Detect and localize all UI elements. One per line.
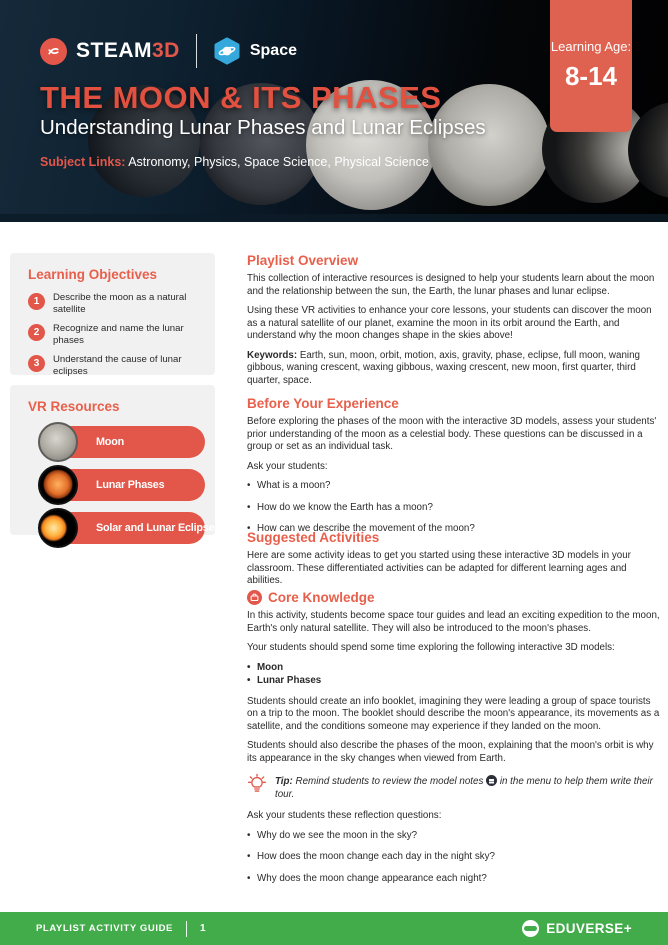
section-playlist-overview (247, 253, 660, 394)
objective-item (28, 354, 205, 378)
paragraph: Ask your students these reflection questions: (247, 810, 442, 822)
tip-text: Tip: Remind students to review the model notes in the menu to help them write their tour. (275, 776, 653, 801)
paragraph: Your students should spend some time exploring the following interactive 3D models: (247, 642, 615, 654)
objective-item (28, 292, 205, 316)
reflection-bullet: • Why do we see the moon in the sky? (247, 830, 660, 843)
hero-banner (0, 0, 668, 222)
page-subtitle: Understanding Lunar Phases and Lunar Eclipses (40, 116, 486, 139)
objective-item (28, 323, 205, 347)
question-bullet: • What is a moon? (247, 480, 660, 493)
core-knowledge-icon (247, 590, 262, 605)
keywords-paragraph: Keywords: Earth, sun, moon, orbit, motion, axis, gravity, phase, eclipse, full moon, waning gibbous, waning crescent, waxing gibbous, waxing crescent, new moon, first quarter, third quarter, space. (247, 349, 640, 386)
vr-resource-label: Moon (96, 436, 124, 448)
question-bullet: • How can we describe the movement of the moon? (247, 523, 660, 536)
objective-number-badge: 2 (28, 324, 45, 341)
reflection-bullet: • Why does the moon change appearance each night? (247, 873, 660, 886)
paragraph: This collection of interactive resources is designed to help your students learn about the moon and the relationship between the sun, the Earth, the lunar phases and lunar eclipse. (247, 273, 655, 297)
eclipses-thumbnail-icon (38, 508, 78, 548)
objective-text: Recognize and name the lunar phases (53, 322, 184, 346)
brand-wordmark: STEAM3D (76, 39, 180, 62)
paragraph: Here are some activity ideas to get you started using these interactive 3D models in your classroom. These differentiated activities can be adapted for different learning ages and abilities. (247, 550, 631, 587)
moon-thumbnail-icon (38, 422, 78, 462)
section-title: Core Knowledge (268, 590, 375, 605)
moon-phase-image-4 (428, 84, 550, 206)
footer-divider (186, 921, 187, 937)
steam3d-logo-icon (40, 38, 67, 65)
vr-resource-label: Solar and Lunar Eclipses (96, 522, 221, 534)
objective-text: Describe the moon as a natural satellite (53, 292, 187, 315)
vr-resource-eclipses[interactable] (38, 510, 221, 546)
page-number: 1 (199, 923, 206, 934)
footer-bar (0, 912, 668, 945)
brand-divider (196, 34, 197, 68)
lunar-phases-thumbnail-icon (38, 465, 78, 505)
vr-resource-lunar-phases[interactable] (38, 467, 205, 503)
footer-brand (522, 920, 632, 937)
tip-callout (247, 775, 660, 802)
section-core-knowledge (247, 590, 660, 894)
learning-objectives-panel (10, 253, 215, 375)
brand-row (40, 34, 297, 68)
lightbulb-icon (247, 773, 269, 802)
section-title: Suggested Activities (247, 530, 380, 545)
space-category-icon (213, 37, 241, 65)
footer-guide-label: PLAYLIST ACTIVITY GUIDE (36, 923, 173, 934)
paragraph: In this activity, students become space tour guides and lead an exciting expedition to the moon, Earth's only natural satellite. They will also be introduced to the moon's phases. (247, 610, 660, 634)
paragraph: Ask your students: (247, 460, 328, 472)
section-before-your-experience (247, 396, 660, 545)
learning-age-badge (550, 0, 632, 132)
page-title: THE MOON & ITS PHASES (40, 80, 442, 115)
question-bullet: • How do we know the Earth has a moon? (247, 502, 660, 515)
core-knowledge-heading (247, 590, 660, 605)
model-notes-icon (486, 775, 497, 786)
eduverse-logo-icon (522, 920, 539, 937)
objective-text: Understand the cause of lunar eclipses (53, 353, 182, 377)
vr-resource-label: Lunar Phases (96, 479, 165, 491)
vr-resource-moon[interactable] (38, 424, 205, 460)
eduverse-brand-name: EDUVERSE+ (546, 921, 632, 936)
category-label: Space (249, 42, 297, 59)
section-title: Playlist Overview (247, 253, 359, 268)
reflection-bullet: • How does the moon change each day in the night sky? (247, 851, 660, 864)
model-bullet: • Lunar Phases (247, 675, 660, 688)
vr-resources-title: VR Resources (28, 399, 120, 414)
keywords-label: Keywords: (247, 349, 298, 361)
learning-age-label: Learning Age: (550, 39, 632, 54)
subject-links: Subject Links: Astronomy, Physics, Space Science, Physical Science (40, 155, 429, 169)
paragraph: Students should also describe the phases of the moon, explaining that the moon's orbit is why its appearance in the sky changes when viewed from Earth. (247, 740, 654, 764)
section-suggested-activities (247, 530, 660, 595)
paragraph: Using these VR activities to enhance your core lessons, your students can discover the moon as a natural satellite of our planet, examine the moon in its orbit around the Earth, and understand why the moon changes shape in the skies above! (247, 305, 652, 342)
learning-objectives-title: Learning Objectives (28, 267, 158, 282)
model-bullet: • Moon (247, 662, 660, 675)
paragraph: Students should create an info booklet, imagining they were leading a group of space tourists on a trip to the moon. The booklet should describe the moon's appearance, its movements as a satellite, and the conditions someone may experience if they landed on the moon. (247, 695, 660, 732)
paragraph: Before exploring the phases of the moon with the interactive 3D models, assess your students' prior understanding of the moon as a celestial body. These questions can be discussed in a group or set as an individual task. (247, 416, 657, 453)
vr-resources-panel (10, 385, 221, 535)
objective-number-badge: 3 (28, 355, 45, 372)
section-title: Before Your Experience (247, 396, 399, 411)
objective-number-badge: 1 (28, 293, 45, 310)
learning-age-value: 8-14 (564, 60, 618, 91)
